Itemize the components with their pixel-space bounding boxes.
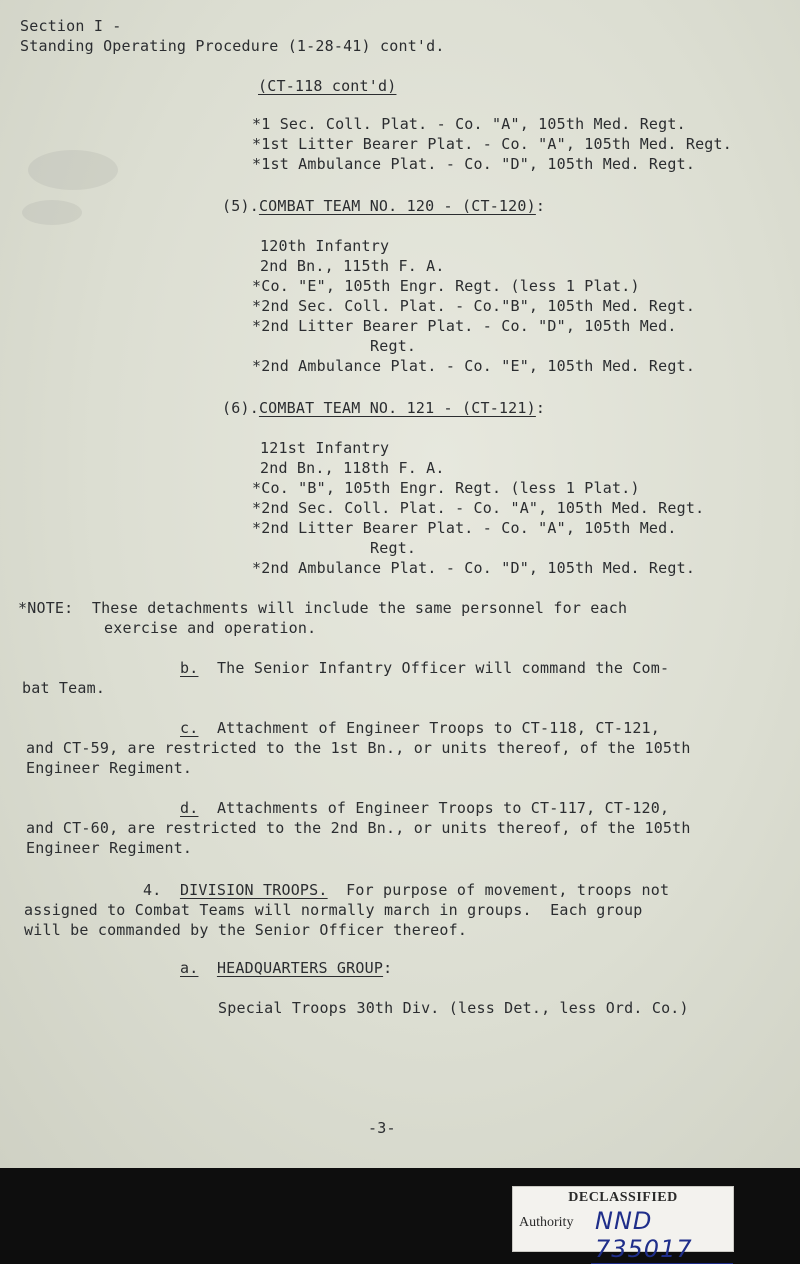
para-c-line [180,718,660,738]
para-d-text: and CT-60, are restricted to the 2nd Bn., or units thereof, of the 105th [26,819,691,837]
stamp-authority-label: Authority [519,1215,574,1230]
ct121-item: 2nd Bn., 118th F. A. [260,459,445,477]
ct121-colon: : [535,399,546,417]
ct121-item: 121st Infantry [260,439,390,457]
ct121-number: (6). [222,399,259,417]
ct120-heading-line [222,196,545,216]
para-a-letter: a. [180,959,199,977]
ct120-item: 2nd Bn., 115th F. A. [260,257,445,275]
para-a-colon: : [383,959,393,977]
ct121-item: *Co. "B", 105th Engr. Regt. (less 1 Plat.) [252,479,640,497]
para-a-title: HEADQUARTERS GROUP [216,959,384,977]
ct120-number: (5). [222,197,259,215]
ct120-item: 120th Infantry [260,237,390,255]
ct121-item: Regt. [370,539,417,557]
ct121-item: *2nd Ambulance Plat. - Co. "D", 105th Med. Regt. [252,559,696,577]
para-4-title: DIVISION TROOPS. [179,881,328,899]
ct118-heading: (CT-118 cont'd) [258,77,397,95]
paper-smudge [22,200,82,225]
para-4-text: will be commanded by the Senior Officer thereof. [24,921,468,939]
para-4-text: assigned to Combat Teams will normally march in groups. Each group [24,901,643,919]
para-4-number: 4. [143,881,162,899]
ct121-heading: COMBAT TEAM NO. 121 - (CT-121) [258,399,536,417]
para-b-letter: b. [180,659,199,677]
stamp-authority-number: NND 735017 [591,1207,733,1264]
ct120-item: *2nd Litter Bearer Plat. - Co. "D", 105th Med. [252,317,677,335]
para-c-text: Engineer Regiment. [26,759,193,777]
note-text: exercise and operation. [104,619,317,637]
para-4-text: For purpose of movement, troops not [346,881,670,899]
para-c-letter: c. [180,719,199,737]
para-c-text: Attachment of Engineer Troops to CT-118, CT-121, [216,719,661,737]
page-number: -3- [368,1119,396,1137]
stamp-title: DECLASSIFIED [568,1190,678,1205]
para-d-text: Engineer Regiment. [26,839,193,857]
declassified-stamp [512,1186,734,1263]
ct120-item: *2nd Sec. Coll. Plat. - Co."B", 105th Med. Regt. [252,297,696,315]
note-text: *NOTE: These detachments will include the same personnel for each [18,599,628,617]
para-c-text: and CT-59, are restricted to the 1st Bn., or units thereof, of the 105th [26,739,691,757]
ct120-item: *2nd Ambulance Plat. - Co. "E", 105th Med. Regt. [252,357,696,375]
ct120-heading: COMBAT TEAM NO. 120 - (CT-120) [258,197,536,215]
ct121-item: *2nd Sec. Coll. Plat. - Co. "A", 105th Med. Regt. [252,499,705,517]
ct118-item: *1 Sec. Coll. Plat. - Co. "A", 105th Med. Regt. [252,115,686,133]
procedure-title: Standing Operating Procedure (1-28-41) cont'd. [20,37,445,55]
para-d-text: Attachments of Engineer Troops to CT-117, CT-120, [216,799,670,817]
ct118-item: *1st Ambulance Plat. - Co. "D", 105th Med. Regt. [252,155,696,173]
ct120-colon: : [535,197,546,215]
para-4-line [143,880,669,900]
ct120-item: *Co. "E", 105th Engr. Regt. (less 1 Plat.) [252,277,640,295]
ct120-item: Regt. [370,337,417,355]
paper-smudge [28,150,118,190]
para-b-text: The Senior Infantry Officer will command the Com- [216,659,670,677]
section-heading: Section I - [20,17,122,35]
para-b-line [180,658,669,678]
para-a-line [180,958,392,978]
para-b-text: bat Team. [22,679,106,697]
para-a-item: Special Troops 30th Div. (less Det., less Ord. Co.) [218,999,689,1017]
para-d-letter: d. [180,799,199,817]
ct121-heading-line [222,398,545,418]
para-d-line [180,798,669,818]
ct118-item: *1st Litter Bearer Plat. - Co. "A", 105th Med. Regt. [252,135,732,153]
ct121-item: *2nd Litter Bearer Plat. - Co. "A", 105th Med. [252,519,677,537]
